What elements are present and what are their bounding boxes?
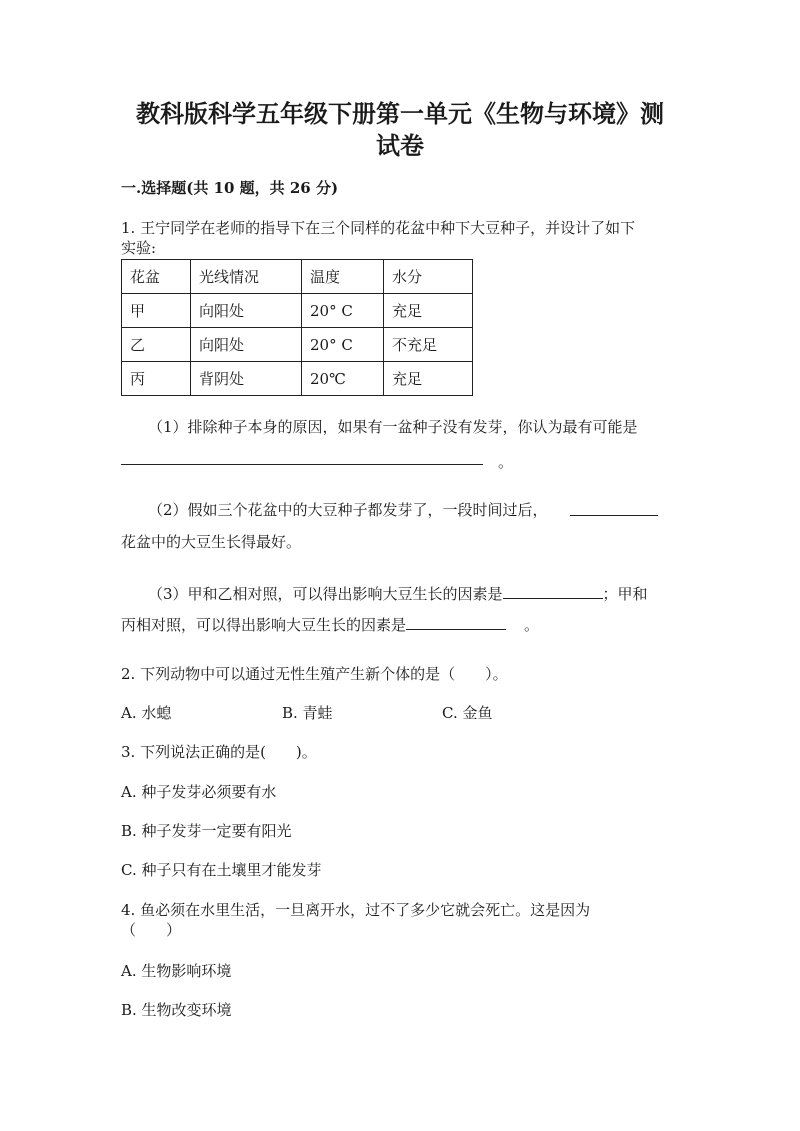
table-cell: 不充足 (384, 328, 473, 362)
q4-option-b[interactable]: B. 生物改变环境 (121, 1001, 232, 1019)
q3-option-b[interactable]: B. 种子发芽一定要有阳光 (121, 822, 292, 840)
q1-text-line2: 实验: (121, 239, 157, 257)
table-cell: 向阳处 (191, 294, 302, 328)
q2-option-a[interactable]: A. 水螅 (121, 704, 172, 722)
q1-sub2-text: （2）假如三个花盆中的大豆种子都发芽了，一段时间过后， (148, 501, 548, 519)
q1-sub3-answer-blank2[interactable] (406, 613, 506, 630)
table-header-cell: 花盆 (122, 260, 191, 294)
q1-sub3-part-a: （3）甲和乙相对照，可以得出影响大豆生长的因素是 (148, 585, 503, 603)
q1-sub1-answer-blank[interactable] (121, 464, 483, 465)
q2-text: 2. 下列动物中可以通过无性生殖产生新个体的是（ ）。 (121, 665, 508, 683)
q1-sub3-text (148, 582, 648, 604)
q2-option-b[interactable]: B. 青蛙 (282, 704, 333, 722)
q3-text: 3. 下列说法正确的是( )。 (121, 743, 317, 761)
table-row (122, 328, 473, 362)
q1-sub1-end: 。 (498, 453, 514, 471)
q1-sub2-text-line2: 花盆中的大豆生长得最好。 (121, 533, 302, 551)
q4-option-a[interactable]: A. 生物影响环境 (121, 962, 232, 980)
table-cell: 20° C (302, 294, 384, 328)
q3-option-a[interactable]: A. 种子发芽必须要有水 (121, 783, 277, 801)
experiment-table (121, 259, 473, 396)
table-row (122, 362, 473, 396)
q1-sub3-answer-blank1[interactable] (503, 582, 603, 599)
table-cell: 20℃ (302, 362, 384, 396)
table-header-cell: 光线情况 (191, 260, 302, 294)
q1-sub2-answer-blank[interactable] (570, 515, 658, 516)
table-header-cell: 温度 (302, 260, 384, 294)
table-cell: 充足 (384, 294, 473, 328)
table-cell: 乙 (122, 328, 191, 362)
q2-option-c[interactable]: C. 金鱼 (442, 704, 493, 722)
q1-sub3-part-b: ；甲和 (602, 585, 648, 603)
table-cell: 20° C (302, 328, 384, 362)
table-header-row (122, 260, 473, 294)
table-cell: 向阳处 (191, 328, 302, 362)
table-cell: 丙 (122, 362, 191, 396)
exam-title-line2: 试卷 (376, 131, 424, 160)
table-row (122, 294, 473, 328)
q1-text-line1: 1. 王宁同学在老师的指导下在三个同样的花盆中种下大豆种子，并设计了如下 (121, 219, 636, 237)
q3-option-c[interactable]: C. 种子只有在土壤里才能发芽 (121, 861, 322, 879)
q1-sub3-text-line2 (121, 613, 539, 635)
table-header-cell: 水分 (384, 260, 473, 294)
section-heading: 一.选择题(共 10 题，共 26 分) (121, 179, 339, 197)
exam-title-line1: 教科版科学五年级下册第一单元《生物与环境》测 (136, 99, 664, 128)
q4-text-line1: 4. 鱼必须在水里生活，一旦离开水，过不了多少它就会死亡。这是因为 (121, 901, 591, 919)
table-cell: 充足 (384, 362, 473, 396)
table-cell: 背阴处 (191, 362, 302, 396)
q1-sub3-part-c: 丙相对照，可以得出影响大豆生长的因素是 (121, 616, 407, 634)
q1-sub3-part-d: 。 (524, 616, 540, 634)
q4-text-line2: （ ） (121, 921, 182, 939)
q1-sub1-text: （1）排除种子本身的原因，如果有一盆种子没有发芽，你认为最有可能是 (148, 418, 638, 436)
table-cell: 甲 (122, 294, 191, 328)
